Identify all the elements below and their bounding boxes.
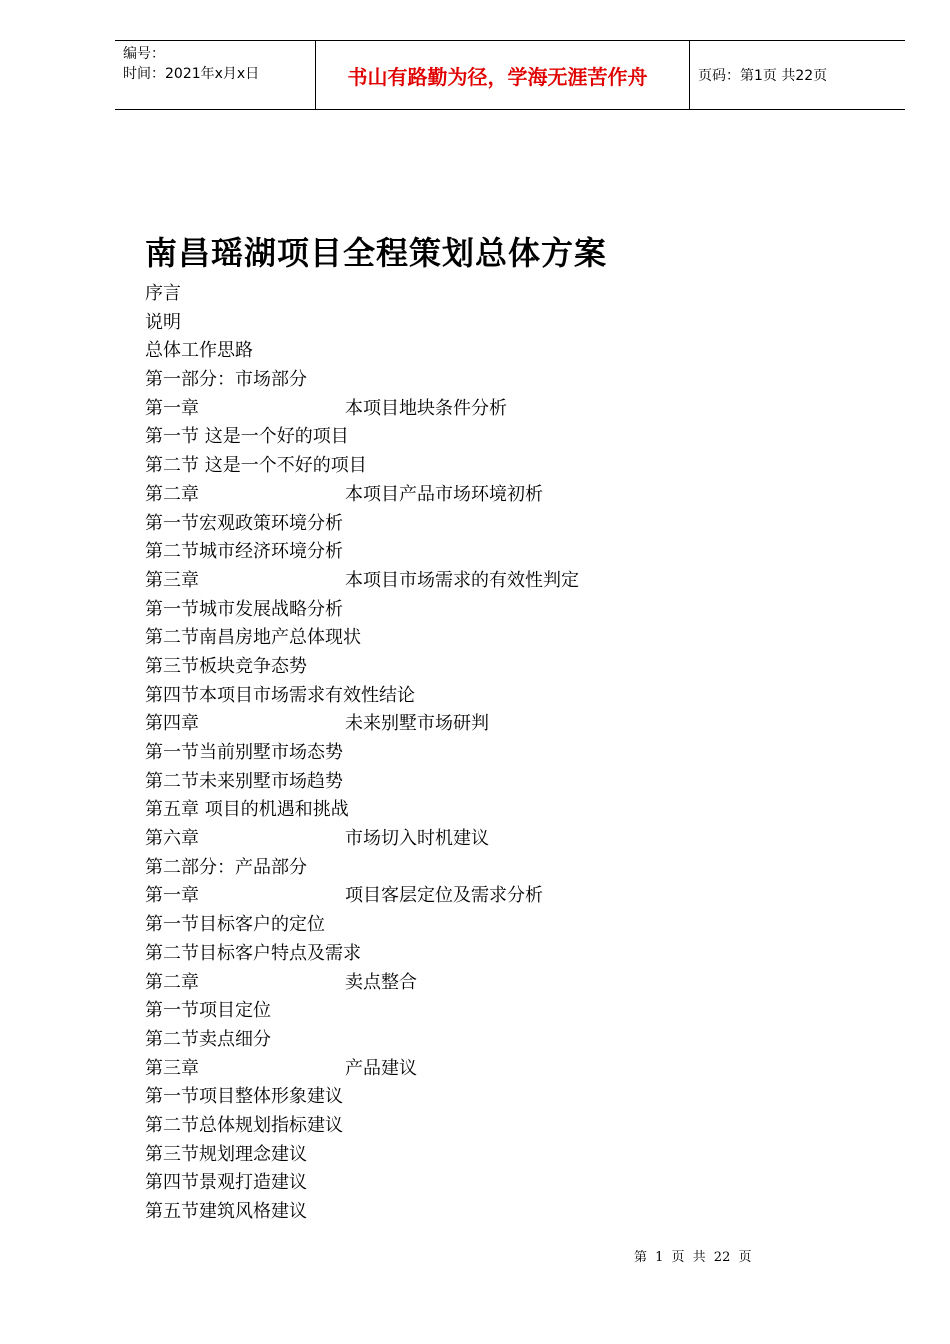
toc-entry	[145, 624, 845, 653]
toc-entry	[145, 337, 845, 366]
toc-entry-label: 第二节未来别墅市场趋势	[145, 770, 343, 792]
toc-entry-label: 第一章	[145, 885, 199, 907]
toc-entry-label: 第一部分：市场部分	[145, 369, 307, 391]
toc-entry	[145, 825, 845, 854]
table-of-contents	[145, 280, 845, 1227]
toc-entry-label: 第二节城市经济环境分析	[145, 541, 343, 563]
toc-entry	[145, 768, 845, 797]
toc-entry	[145, 1083, 845, 1112]
toc-entry	[145, 1055, 845, 1084]
time-label: 时间：2021年x月x日	[123, 66, 260, 82]
toc-entry	[145, 1112, 845, 1141]
toc-entry	[145, 739, 845, 768]
toc-entry-label: 第五节建筑风格建议	[145, 1201, 307, 1222]
toc-entry-label: 第三节板块竞争态势	[145, 655, 307, 677]
toc-entry	[145, 280, 845, 309]
toc-entry	[145, 596, 845, 625]
page-footer: 第 1 页 共 22 页	[634, 1250, 752, 1265]
toc-entry-label: 第二节 这是一个不好的项目	[145, 455, 367, 477]
toc-entry	[145, 682, 845, 711]
toc-entry	[145, 911, 845, 940]
document-title: 南昌瑶湖项目全程策划总体方案	[145, 234, 608, 272]
toc-entry-title: 市场切入时机建议	[345, 828, 489, 850]
toc-entry-label: 第一节目标客户的定位	[145, 914, 325, 936]
toc-entry	[145, 395, 845, 424]
toc-entry	[145, 567, 845, 596]
toc-entry-label: 第一节宏观政策环境分析	[145, 512, 343, 534]
toc-entry-title: 项目客层定位及需求分析	[345, 885, 543, 907]
toc-entry-label: 第三章	[145, 569, 199, 591]
toc-entry-title: 本项目市场需求的有效性判定	[345, 569, 579, 591]
number-label: 编号：	[123, 46, 165, 62]
toc-entry-label: 第一章	[145, 397, 199, 419]
toc-entry-label: 第二节总体规划指标建议	[145, 1114, 343, 1136]
toc-entry	[145, 452, 845, 481]
toc-entry-label: 第二部分：产品部分	[145, 856, 307, 878]
toc-entry	[145, 510, 845, 539]
toc-entry	[145, 481, 845, 510]
toc-entry	[145, 882, 845, 911]
toc-entry-label: 第四节本项目市场需求有效性结论	[145, 684, 415, 706]
toc-entry-label: 第一节城市发展战略分析	[145, 598, 343, 620]
toc-entry-label: 第一节 这是一个好的项目	[145, 426, 349, 448]
toc-entry	[145, 710, 845, 739]
toc-entry	[145, 854, 845, 883]
toc-entry-label: 第五章 项目的机遇和挑战	[145, 799, 349, 821]
toc-entry	[145, 796, 845, 825]
toc-entry-title: 本项目地块条件分析	[345, 397, 507, 419]
toc-entry-label: 第一节项目定位	[145, 1000, 271, 1022]
toc-entry-label: 第二章	[145, 483, 199, 505]
toc-entry	[145, 1141, 845, 1170]
toc-entry-title: 本项目产品市场环境初析	[345, 483, 543, 505]
toc-entry-label: 第四章	[145, 713, 199, 735]
toc-entry-label: 第二节南昌房地产总体现状	[145, 627, 361, 649]
toc-entry-label: 总体工作思路	[145, 340, 253, 362]
toc-entry	[145, 1026, 845, 1055]
header-meta	[115, 41, 315, 109]
toc-entry-label: 第二章	[145, 971, 199, 993]
motto: 书山有路勤为径，学海无涯苦作舟	[347, 64, 648, 89]
toc-entry-label: 序言	[145, 283, 181, 304]
toc-entry	[145, 1169, 845, 1198]
toc-entry-label: 第二节卖点细分	[145, 1028, 271, 1050]
toc-entry-label: 第三节规划理念建议	[145, 1143, 307, 1165]
toc-entry-label: 第六章	[145, 828, 199, 850]
toc-entry	[145, 309, 845, 338]
toc-entry	[145, 423, 845, 452]
header-motto-cell	[315, 41, 690, 109]
toc-entry	[145, 366, 845, 395]
toc-entry-title: 未来别墅市场研判	[345, 713, 489, 735]
toc-entry-label: 第二节目标客户特点及需求	[145, 942, 361, 964]
toc-entry	[145, 940, 845, 969]
toc-entry	[145, 538, 845, 567]
header-page-cell	[690, 41, 905, 109]
toc-entry-label: 说明	[145, 311, 181, 333]
header-page-info: 页码：第1页 共22页	[698, 68, 828, 84]
toc-entry-title: 产品建议	[345, 1057, 417, 1079]
toc-entry-label: 第一节项目整体形象建议	[145, 1086, 343, 1108]
toc-entry-title: 卖点整合	[345, 971, 417, 993]
toc-entry	[145, 969, 845, 998]
page-header	[115, 40, 905, 110]
toc-entry-label: 第一节当前别墅市场态势	[145, 742, 343, 763]
toc-entry	[145, 997, 845, 1026]
toc-entry	[145, 653, 845, 682]
toc-entry	[145, 1198, 845, 1227]
toc-entry-label: 第三章	[145, 1057, 199, 1079]
toc-entry-label: 第四节景观打造建议	[145, 1172, 307, 1194]
